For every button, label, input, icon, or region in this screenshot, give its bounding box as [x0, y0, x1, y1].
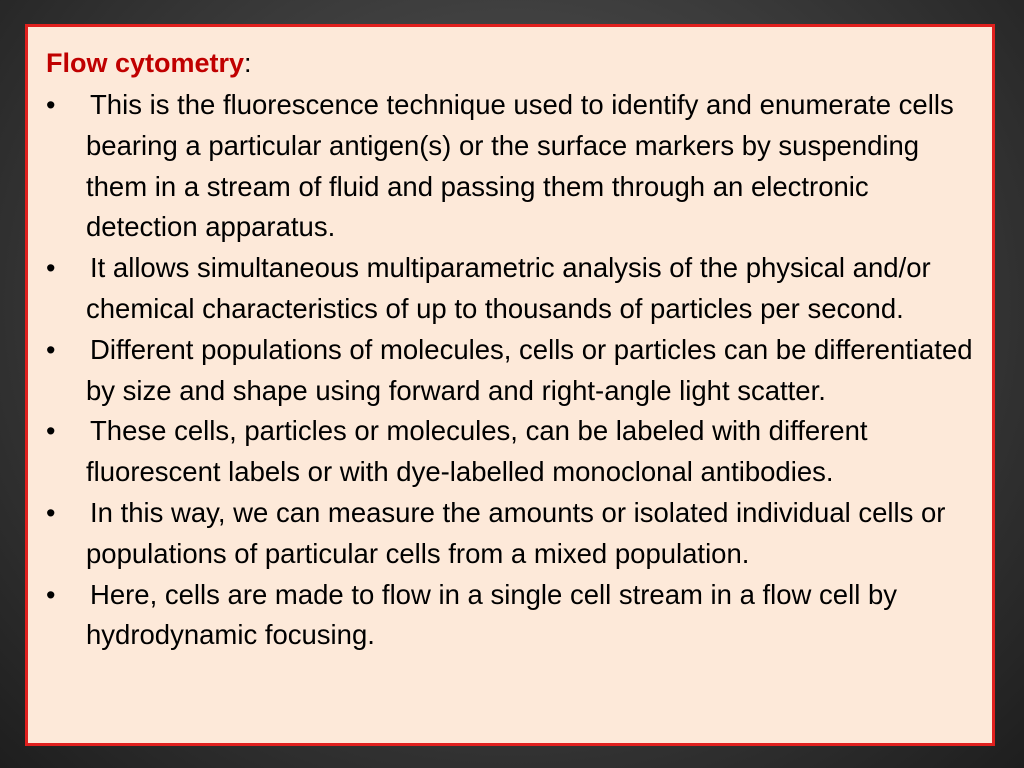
bullet-item [46, 248, 986, 330]
bullet-item [46, 575, 986, 657]
bullet-icon: • [46, 416, 56, 447]
bullet-item [46, 493, 986, 575]
bullet-item [46, 85, 986, 248]
slide-content-box [25, 24, 995, 746]
bullet-icon: • [46, 579, 56, 610]
bullet-text: These cells, particles or molecules, can be labeled with different fluorescent labels or with dye-labelled monoclonal antibodies. [86, 415, 868, 488]
bullet-list [46, 85, 986, 656]
bullet-text: Here, cells are made to flow in a single cell stream in a flow cell by hydrodynamic focusing. [86, 578, 898, 651]
slide-title-line [46, 45, 252, 81]
bullet-icon: • [46, 90, 56, 120]
bullet-icon: • [46, 253, 56, 284]
bullet-text: This is the fluorescence technique used to identify and enumerate cells bearing a particular antigen(s) or the surface markers by suspending them in a stream of fluid and passing them through an electronic detection apparatus. [86, 89, 954, 243]
bullet-text: It allows simultaneous multiparametric analysis of the physical and/or chemical characteristics of up to thousands of particles per second. [86, 252, 931, 324]
bullet-text: In this way, we can measure the amounts or isolated individual cells or populations of particular cells from a mixed population. [86, 496, 946, 569]
bullet-item [46, 411, 986, 493]
bullet-icon: • [46, 497, 56, 528]
bullet-icon: • [46, 334, 56, 365]
bullet-text: Different populations of molecules, cells or particles can be differentiated by size and shape using forward and right-angle light scatter. [86, 333, 973, 406]
bullet-item [46, 330, 986, 412]
title-colon: : [244, 48, 252, 78]
slide-title: Flow cytometry [46, 48, 245, 78]
